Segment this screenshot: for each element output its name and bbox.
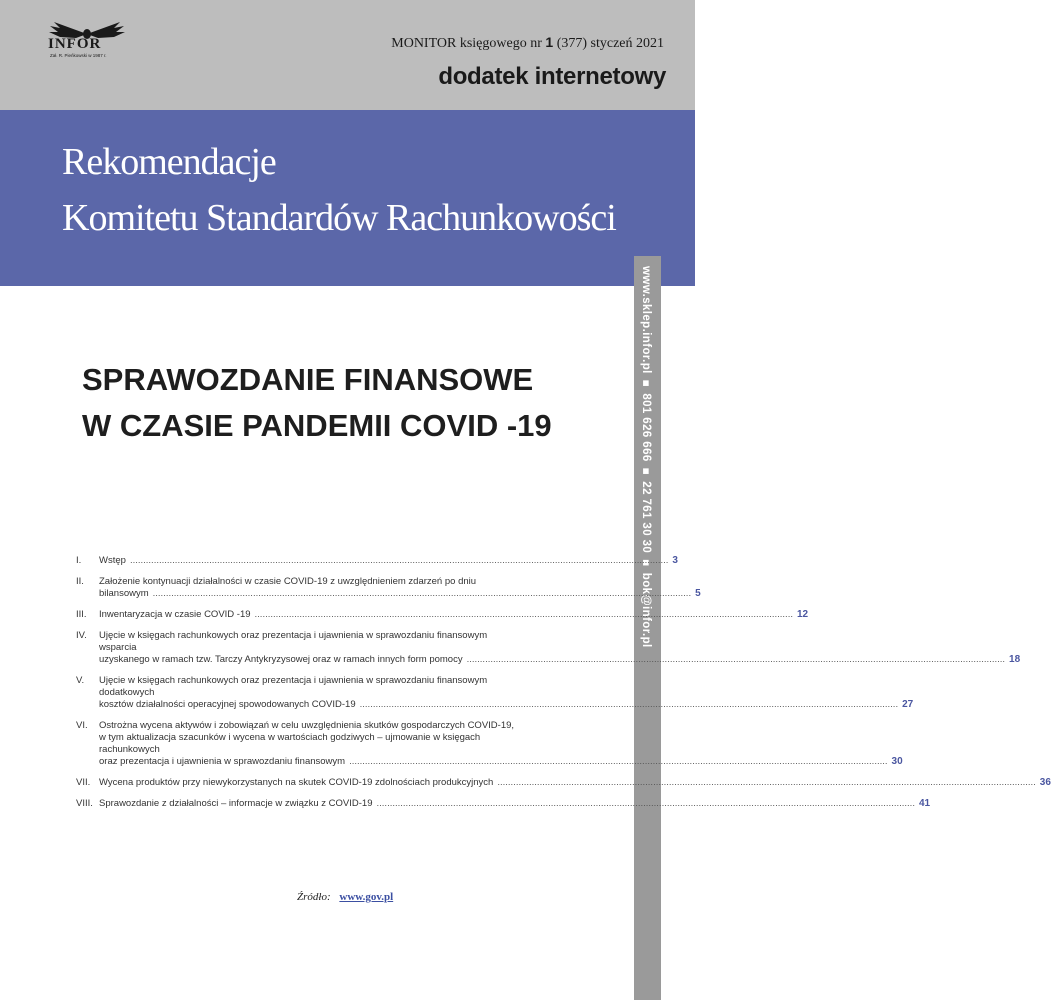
toc-item-text: Sprawozdanie z działalności – informacje w związku z COVID-19 [99,798,373,809]
toc-leader-dots [467,654,1005,666]
toc-page-number: 27 [902,699,914,710]
issue-line [391,34,664,52]
toc-item-body [99,798,919,810]
toc-leader-dots [153,588,691,600]
toc-item-number: II. [76,576,84,587]
toc-item-text: rachunkowych [99,744,160,755]
toc-item-text: Wycena produktów przy niewykorzystanych na skutek COVID-19 zdolnościach produkcyjnych [99,777,494,788]
source-line [297,891,393,903]
toc-item-text: oraz prezentacja i ujawnienia w sprawozdaniu finansowym [99,756,346,767]
issue-prefix: MONITOR księgowego nr [391,36,542,51]
toc-page-number: 30 [891,756,903,767]
toc-leader-dots [130,555,668,567]
headline-line1: SPRAWOZDANIE FINANSOWE [82,362,534,397]
toc-item-text: wsparcia [99,642,137,653]
toc-item[interactable] [76,720,903,768]
toc-leader-dots [360,699,898,711]
issue-suffix: (377) styczeń 2021 [556,36,664,51]
toc-item[interactable] [76,777,1051,789]
logo-wordmark: INFOR [48,36,102,52]
banner-title-line1: Rekomendacje [62,141,276,183]
toc-page-number: 3 [672,555,678,566]
toc-item-last-line [99,555,672,567]
toc-item[interactable] [76,576,701,600]
issue-number: 1 [545,34,554,50]
toc-item-number: V. [76,675,85,686]
toc-item-body [99,777,1040,789]
toc-item-last-line [99,798,919,810]
toc-leader-dots [497,777,1035,789]
toc-item-number: VI. [76,720,88,731]
toc-item-body [99,630,1009,666]
toc-page-number: 36 [1039,777,1051,788]
toc-item-body [99,720,892,768]
toc-item-last-line [99,699,902,711]
toc-item-body [99,675,902,711]
toc-page-number: 5 [695,588,701,599]
toc-item-text: Wstęp [99,555,126,566]
toc-item-text: Ujęcie w księgach rachunkowych oraz prezentacja i ujawnienia w sprawozdaniu finansowym [99,675,488,686]
toc-item-text: Założenie kontynuacji działalności w czasie COVID-19 z uwzględnieniem zdarzeń po dniu [99,576,477,587]
toc-item[interactable] [76,798,931,810]
toc-item[interactable] [76,630,1021,666]
source-label: Źródło: [297,891,331,903]
toc-item-number: I. [76,555,82,566]
toc-item[interactable] [76,555,678,567]
headline-line2: W CZASIE PANDEMII COVID -19 [82,408,552,443]
logo-tagline: Zał. R. Pieńkowski w 1987 r. [50,53,107,58]
contact-strip-text: www.sklep.infor.pl ■ 801 626 666 ■ 22 761 30 30 ■ bok@infor.pl [640,266,652,648]
supplement-label: dodatek internetowy [438,63,666,90]
toc-item-text: Inwentaryzacja w czasie COVID -19 [99,609,251,620]
toc-leader-dots [349,756,887,768]
table-of-contents [76,555,1051,819]
toc-item-number: VII. [76,777,91,788]
source-link[interactable]: www.gov.pl [339,891,394,903]
toc-item-last-line [99,609,797,621]
toc-item-text: uzyskanego w ramach tzw. Tarczy Antykryzysowej oraz w ramach innych form pomocy [99,654,463,665]
toc-item-last-line [99,654,1009,666]
toc-leader-dots [377,798,915,810]
toc-item-last-line [99,777,1040,789]
toc-item-number: VIII. [76,798,93,809]
toc-item-text: kosztów działalności operacyjnej spowodowanych COVID-19 [99,699,356,710]
toc-page-number: 18 [1009,654,1021,665]
toc-item-text: Ujęcie w księgach rachunkowych oraz prezentacja i ujawnienia w sprawozdaniu finansowym [99,630,488,641]
toc-item-body [99,555,672,567]
toc-item[interactable] [76,675,914,711]
toc-item-last-line [99,756,892,768]
toc-item-number: IV. [76,630,87,641]
toc-item-last-line [99,588,695,600]
toc-leader-dots [255,609,793,621]
toc-item-text: dodatkowych [99,687,155,698]
toc-item-body [99,576,695,600]
toc-page-number: 12 [796,609,809,620]
toc-page-number: 41 [918,798,931,809]
toc-item-text: w tym aktualizacja szacunków i wycena w wartościach godziwych – ujmowanie w księgach [99,732,481,743]
banner-title-line2: Komitetu Standardów Rachunkowości [62,197,616,239]
toc-item-body [99,609,797,621]
toc-item-number: III. [76,609,87,620]
toc-item-text: bilansowym [99,588,149,599]
toc-item-text: Ostrożna wycena aktywów i zobowiązań w celu uwzględnienia skutków gospodarczych COVID-19, [99,720,515,731]
toc-item[interactable] [76,609,809,621]
